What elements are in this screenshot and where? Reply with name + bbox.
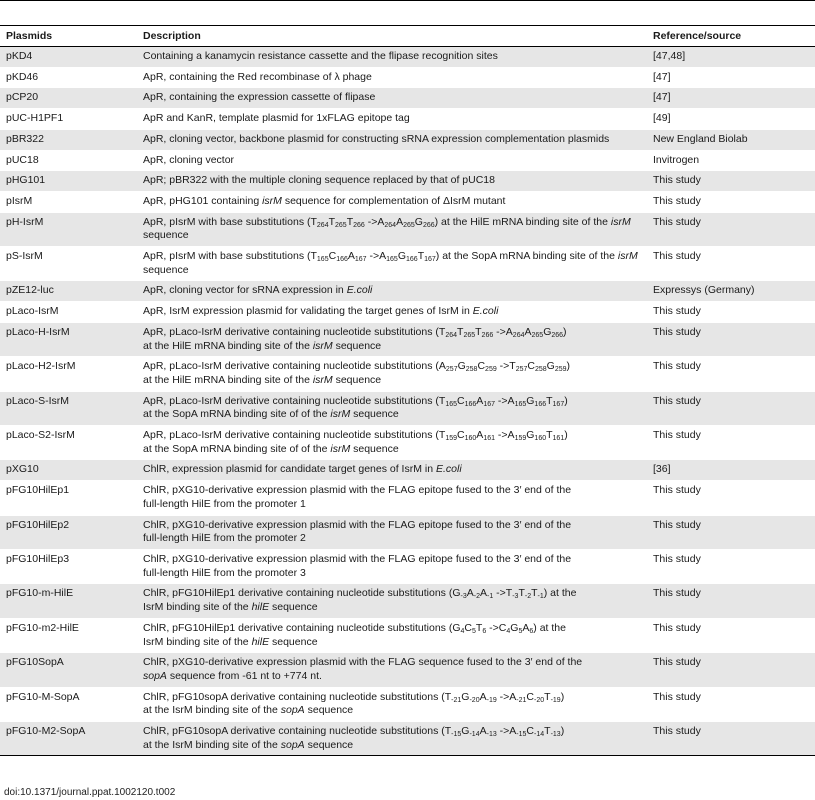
plasmid-name-cell: pBR322 — [0, 129, 137, 150]
reference-cell: This study — [647, 212, 815, 246]
reference-cell: This study — [647, 618, 815, 652]
description-cell: ChlR, pFG10HilEp1 derivative containing nucleotide substitutions ($G_4C_5T_6$ $->C_4G_5A_6$) at the IsrM binding site of the hilE sequence — [137, 618, 647, 652]
plasmid-name-cell: pH-IsrM — [0, 212, 137, 246]
reference-cell: [47,48] — [647, 47, 815, 68]
plasmid-name-cell: pKD4 — [0, 47, 137, 68]
reference-cell: This study — [647, 391, 815, 425]
plasmid-name-cell: pHG101 — [0, 171, 137, 192]
plasmid-name-cell: pUC18 — [0, 150, 137, 171]
description-cell: ChlR, expression plasmid for candidate target genes of IsrM in E.coli — [137, 460, 647, 481]
plasmid-name-cell: pCP20 — [0, 88, 137, 109]
table-row — [0, 150, 815, 171]
reference-cell: Expressys (Germany) — [647, 281, 815, 302]
table-row — [0, 549, 815, 583]
header-row — [0, 26, 815, 47]
description-cell: ApR and KanR, template plasmid for 1xFLAG epitope tag — [137, 109, 647, 130]
plasmid-name-cell: pFG10-M-SopA — [0, 687, 137, 721]
reference-cell: This study — [647, 322, 815, 356]
plasmid-name-cell: pFG10HilEp3 — [0, 549, 137, 583]
description-cell: ApR, pHG101 containing isrM sequence for complementation of ΔIsrM mutant — [137, 191, 647, 212]
description-cell: ChlR, pFG10sopA derivative containing nucleotide substitutions ($T_{-21}G_{-20}A_{-19}$ $->A_{-21}C_{-20}T_{-19}$) at the IsrM binding site of the sopA sequence — [137, 687, 647, 721]
reference-cell: Invitrogen — [647, 150, 815, 171]
reference-cell: New England Biolab — [647, 129, 815, 150]
top-rule — [0, 0, 815, 1]
table-row — [0, 618, 815, 652]
table-row — [0, 653, 815, 687]
column-header-reference: Reference/source — [647, 26, 815, 47]
plasmid-name-cell: pFG10SopA — [0, 653, 137, 687]
table-row — [0, 247, 815, 281]
table-header — [0, 26, 815, 47]
table-row — [0, 357, 815, 391]
reference-cell: This study — [647, 426, 815, 460]
table-row — [0, 481, 815, 515]
description-cell: ApR, cloning vector, backbone plasmid for constructing sRNA expression complementation plasmids — [137, 129, 647, 150]
reference-cell: This study — [647, 357, 815, 391]
doi-caption: doi:10.1371/journal.ppat.1002120.t002 — [4, 787, 176, 798]
table-body — [0, 47, 815, 756]
column-header-description: Description — [137, 26, 647, 47]
description-cell: ApR; pBR322 with the multiple cloning sequence replaced by that of pUC18 — [137, 171, 647, 192]
description-cell: ChlR, pXG10-derivative expression plasmid with the FLAG epitope fused to the 3′ end of the full-length HilE from the promoter 1 — [137, 481, 647, 515]
plasmid-name-cell: pXG10 — [0, 460, 137, 481]
description-cell: ApR, pLaco-IsrM derivative containing nucleotide substitutions ($T_{264}T_{265}T_{266}$ $->A_{264}A_{265}G_{266}$) at the HilE mRNA binding site of the isrM sequence — [137, 322, 647, 356]
reference-cell: This study — [647, 191, 815, 212]
plasmid-name-cell: pKD46 — [0, 67, 137, 88]
table-row — [0, 67, 815, 88]
description-cell: ApR, cloning vector — [137, 150, 647, 171]
reference-cell: This study — [647, 653, 815, 687]
table-row — [0, 171, 815, 192]
table-row — [0, 515, 815, 549]
plasmid-name-cell: pLaco-H2-IsrM — [0, 357, 137, 391]
plasmid-name-cell: pLaco-IsrM — [0, 302, 137, 323]
table-row — [0, 109, 815, 130]
column-header-plasmids: Plasmids — [0, 26, 137, 47]
description-cell: ChlR, pFG10sopA derivative containing nucleotide substitutions ($T_{-15}G_{-14}A_{-13}$ $->A_{-15}C_{-14}T_{-13}$) at the IsrM binding site of the sopA sequence — [137, 722, 647, 756]
plasmid-name-cell: pLaco-H-IsrM — [0, 322, 137, 356]
description-cell: ApR, pIsrM with base substitutions ($T_{264}T_{265}T_{266}$ $->A_{264}A_{265}G_{266}$) at the HilE mRNA binding site of the isrM sequence — [137, 212, 647, 246]
table-row — [0, 460, 815, 481]
plasmid-name-cell: pLaco-S-IsrM — [0, 391, 137, 425]
reference-cell: This study — [647, 481, 815, 515]
reference-cell: [47] — [647, 88, 815, 109]
table-row — [0, 391, 815, 425]
plasmid-name-cell: pIsrM — [0, 191, 137, 212]
plasmid-name-cell: pFG10HilEp1 — [0, 481, 137, 515]
reference-cell: [49] — [647, 109, 815, 130]
plasmids-table — [0, 26, 815, 756]
reference-cell: This study — [647, 687, 815, 721]
table-row — [0, 426, 815, 460]
description-cell: ApR, IsrM expression plasmid for validating the target genes of IsrM in E.coli — [137, 302, 647, 323]
plasmid-name-cell: pFG10-m-HilE — [0, 584, 137, 618]
description-cell: ApR, pIsrM with base substitutions ($T_{165}C_{166}A_{167}$ $->A_{165}G_{166}T_{167}$) at the SopA mRNA binding site of the isrM sequence — [137, 247, 647, 281]
table-row — [0, 88, 815, 109]
reference-cell: This study — [647, 584, 815, 618]
table-row — [0, 322, 815, 356]
reference-cell: This study — [647, 171, 815, 192]
plasmid-name-cell: pUC-H1PF1 — [0, 109, 137, 130]
plasmid-name-cell: pLaco-S2-IsrM — [0, 426, 137, 460]
table-row — [0, 212, 815, 246]
reference-cell: This study — [647, 247, 815, 281]
description-cell: ApR, cloning vector for sRNA expression in E.coli — [137, 281, 647, 302]
plasmid-name-cell: pFG10-m2-HilE — [0, 618, 137, 652]
table-row — [0, 584, 815, 618]
description-cell: ApR, containing the expression cassette of flipase — [137, 88, 647, 109]
description-cell: ApR, pLaco-IsrM derivative containing nucleotide substitutions ($T_{165}C_{166}A_{167}$ $->A_{165}G_{166}T_{167}$) at the SopA mRNA binding site of of the isrM sequence — [137, 391, 647, 425]
reference-cell: [36] — [647, 460, 815, 481]
description-cell: ApR, pLaco-IsrM derivative containing nucleotide substitutions ($T_{159}C_{160}A_{161}$ $->A_{159}G_{160}T_{161}$) at the SopA mRNA binding site of of the isrM sequence — [137, 426, 647, 460]
description-cell: ApR, containing the Red recombinase of λ phage — [137, 67, 647, 88]
table-row — [0, 281, 815, 302]
table-row — [0, 191, 815, 212]
plasmid-name-cell: pFG10HilEp2 — [0, 515, 137, 549]
reference-cell: This study — [647, 722, 815, 756]
plasmid-name-cell: pS-IsrM — [0, 247, 137, 281]
table-row — [0, 47, 815, 68]
plasmid-name-cell: pZE12-luc — [0, 281, 137, 302]
reference-cell: This study — [647, 515, 815, 549]
table-row — [0, 722, 815, 756]
plasmid-name-cell: pFG10-M2-SopA — [0, 722, 137, 756]
reference-cell: This study — [647, 302, 815, 323]
description-cell: Containing a kanamycin resistance cassette and the flipase recognition sites — [137, 47, 647, 68]
table-row — [0, 687, 815, 721]
description-cell: ApR, pLaco-IsrM derivative containing nucleotide substitutions ($A_{257}G_{258}C_{259}$ $->T_{257}C_{258}G_{259}$) at the HilE mRNA binding site of the isrM sequence — [137, 357, 647, 391]
table-row — [0, 302, 815, 323]
description-cell: ChlR, pXG10-derivative expression plasmid with the FLAG epitope fused to the 3′ end of the full-length HilE from the promoter 2 — [137, 515, 647, 549]
reference-cell: [47] — [647, 67, 815, 88]
description-cell: ChlR, pXG10-derivative expression plasmid with the FLAG epitope fused to the 3′ end of the full-length HilE from the promoter 3 — [137, 549, 647, 583]
description-cell: ChlR, pXG10-derivative expression plasmid with the FLAG sequence fused to the 3′ end of the sopA sequence from -61 nt to +774 nt. — [137, 653, 647, 687]
description-cell: ChlR, pFG10HilEp1 derivative containing nucleotide substitutions ($G_{-3}A_{-2}A_{-1}$ $->T_{-3}T_{-2}T_{-1}$) at the IsrM binding site of the hilE sequence — [137, 584, 647, 618]
table-row — [0, 129, 815, 150]
reference-cell: This study — [647, 549, 815, 583]
